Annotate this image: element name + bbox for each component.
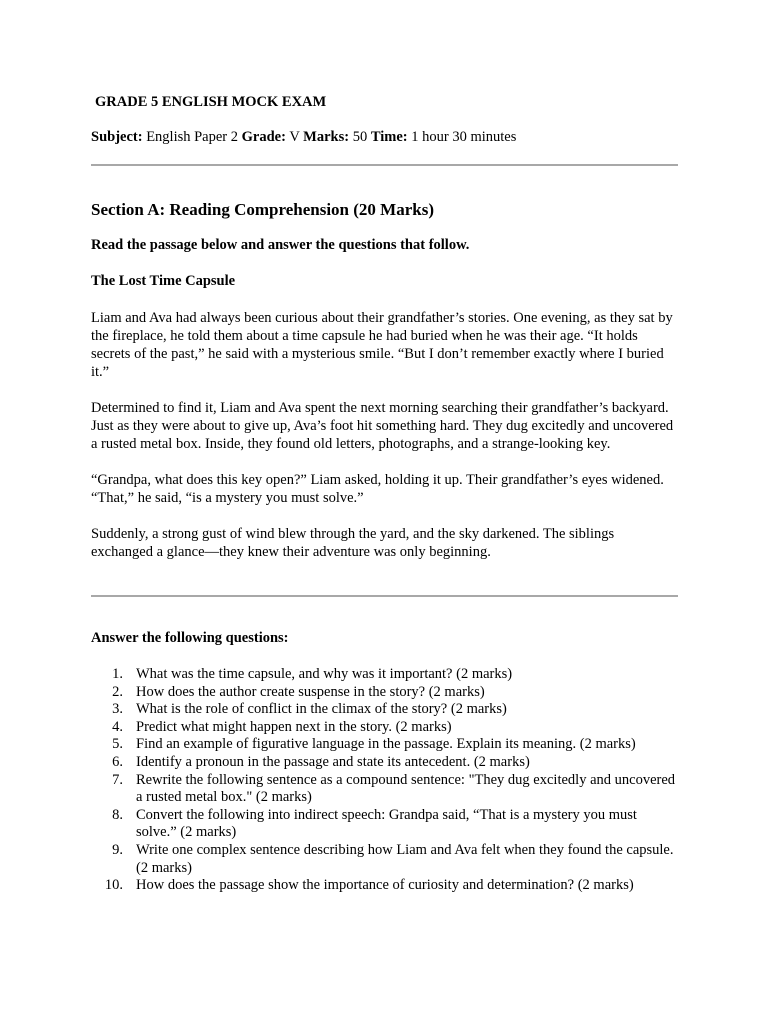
question-number: 9. [112, 841, 123, 858]
question-item [91, 736, 679, 754]
questions-heading: Answer the following questions: [91, 630, 289, 646]
question-item [91, 754, 679, 772]
question-text: Rewrite the following sentence as a compound sentence: "They dug excitedly and uncovered a rusted metal box." (2 marks) [136, 771, 676, 806]
question-item [91, 719, 679, 737]
exam-title: GRADE 5 ENGLISH MOCK EXAM [95, 94, 327, 110]
reading-instruction: Read the passage below and answer the questions that follow. [91, 237, 470, 253]
question-text: What is the role of conflict in the climax of the story? (2 marks) [136, 701, 507, 718]
question-item [91, 807, 679, 842]
question-text: What was the time capsule, and why was it important? (2 marks) [136, 666, 513, 682]
horizontal-divider [91, 595, 678, 597]
question-number: 8. [112, 806, 123, 823]
reading-passage [91, 309, 679, 579]
question-text: Find an example of figurative language in the passage. Explain its meaning. (2 marks) [136, 736, 636, 753]
question-text: Write one complex sentence describing how Liam and Ava felt when they found the capsule. (2 marks) [136, 841, 674, 876]
time-value: 1 hour 30 minutes [411, 129, 517, 145]
question-text: How does the author create suspense in the story? (2 marks) [136, 683, 485, 700]
question-number: 10. [104, 877, 123, 894]
passage-paragraph: Determined to find it, Liam and Ava spent the next morning searching their grandfather’s backyard. Just as they were about to give up, Ava’s foot hit something hard. They dug excitedly and uncovered a rusted metal box. Inside, they found old letters, photographs, and a strange-looking key. [91, 400, 674, 452]
question-number: 7. [112, 771, 123, 788]
passage-paragraph: Suddenly, a strong gust of wind blew through the yard, and the sky darkened. The siblings exchanged a glance—they knew their adventure was only beginning. [91, 526, 615, 560]
subject-label: Subject: [91, 129, 143, 145]
question-number: 1. [112, 666, 123, 682]
question-item [91, 684, 679, 702]
question-number: 3. [112, 701, 123, 718]
grade-value: V [289, 129, 300, 145]
question-item [91, 701, 679, 719]
question-number: 5. [112, 736, 123, 753]
question-number: 4. [112, 718, 123, 735]
section-a-heading: Section A: Reading Comprehension (20 Marks) [91, 200, 434, 219]
question-text: Predict what might happen next in the story. (2 marks) [136, 718, 452, 735]
question-item [91, 666, 679, 684]
subject-value: English Paper 2 [146, 129, 239, 145]
question-number: 2. [112, 683, 123, 700]
passage-paragraph: Liam and Ava had always been curious about their grandfather’s stories. One evening, as they sat by the fireplace, he told them about a time capsule he had buried when he was their age. “It holds secrets of the past,” he said with a mysterious smile. “But I don’t remember exactly where I buried it.” [91, 310, 673, 380]
marks-label: Marks: [303, 129, 350, 145]
question-text: Convert the following into indirect speech: Grandpa said, “That is a mystery you must solve.” (2 marks) [136, 806, 637, 841]
horizontal-divider [91, 164, 678, 166]
questions-list [91, 666, 679, 895]
time-label: Time: [370, 129, 408, 145]
exam-meta-line [91, 129, 516, 146]
story-title: The Lost Time Capsule [91, 273, 236, 289]
passage-paragraph: “Grandpa, what does this key open?” Liam asked, holding it up. Their grandfather’s eyes widened. “That,” he said, “is a mystery you must solve.” [91, 472, 664, 506]
marks-value: 50 [352, 129, 368, 145]
question-number: 6. [112, 753, 123, 770]
grade-label: Grade: [241, 129, 286, 145]
question-text: How does the passage show the importance of curiosity and determination? (2 marks) [136, 877, 634, 894]
question-item [91, 842, 679, 877]
question-text: Identify a pronoun in the passage and state its antecedent. (2 marks) [136, 753, 530, 770]
question-item [91, 772, 679, 807]
question-item [91, 877, 679, 895]
